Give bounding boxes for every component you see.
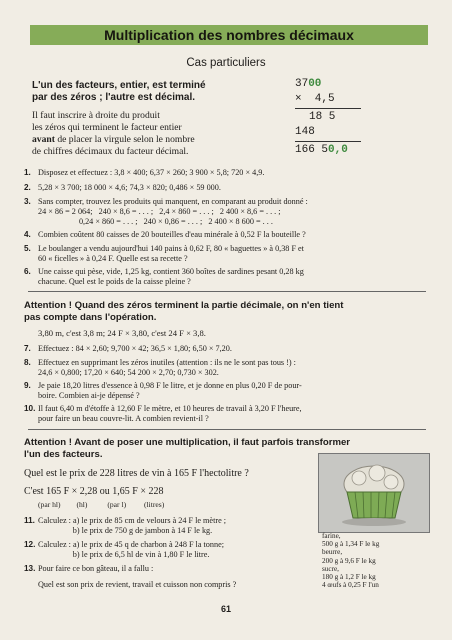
recipe-line: 180 g à 1,2 F le kg — [322, 573, 376, 582]
section-divider — [28, 291, 426, 292]
factor-1-digits: 37 — [295, 78, 309, 90]
exercise-number: 6. — [24, 267, 31, 276]
exercise-number: 11. — [24, 516, 35, 525]
exercise-text: Effectuez : 84 × 2,60; 9,700 × 42; 36,5 × 1,80; 6,50 × 7,20. — [38, 344, 232, 353]
exercise-text: 5,28 × 3 700; 18 000 × 4,6; 74,3 × 820; 0,486 × 59 000. — [38, 183, 221, 192]
title-banner — [30, 25, 428, 45]
exercise-number: 1. — [24, 168, 31, 177]
attention-line: pas compte dans l'opération. — [24, 312, 157, 323]
exercise-text: 24,6 × 0,800; 17,20 × 640; 54 200 × 2,70; 0,730 × 302. — [38, 368, 219, 377]
product-zeros: 0,0 — [328, 144, 348, 156]
attention-line: l'un des facteurs. — [24, 449, 103, 460]
rule-body-line: Il faut inscrire à droite du produit — [32, 110, 160, 121]
exercise-text: Combien coûtent 80 caisses de 20 bouteilles d'eau minérale à 0,52 F la bouteille ? — [38, 230, 306, 239]
cake-plate — [342, 518, 406, 526]
exercise-text: Quel est son prix de revient, travail et cuisson non compris ? — [38, 580, 237, 589]
rule-body-line: de chiffres décimaux du facteur décimal. — [32, 146, 189, 157]
example-answer: C'est 165 F × 2,28 ou 1,65 F × 228 — [24, 486, 164, 497]
exercise-text: pour faire un beau couvre-lit. A combien revient-il ? — [38, 414, 209, 423]
recipe-list — [322, 532, 430, 589]
rule-heading-1 — [32, 80, 206, 104]
mult-rule — [295, 141, 361, 142]
attention-line: Attention ! Avant de poser une multiplication, il faut parfois transformer — [24, 437, 351, 448]
exercise-number: 2. — [24, 183, 31, 192]
recipe-line: farine, — [322, 532, 341, 540]
unit-label: (hl) — [76, 500, 88, 509]
exercise-text: 60 « ficelles » à 0,24 F. Quelle est sa recette ? — [38, 254, 188, 263]
exercise-text: Sans compter, trouvez les produits qui manquent, en comparant au produit donné : — [38, 197, 308, 206]
exercise-text: Calculez : a) le prix de 45 q de charbon à 248 F la tonne; — [38, 540, 224, 549]
section-divider — [28, 429, 426, 430]
exercise-number: 4. — [24, 230, 31, 239]
rule-body-emphasis: avant — [32, 134, 55, 145]
exercise-text: chacune. Quel est le poids de la caisse pleine ? — [38, 277, 191, 286]
exercise-text: Il faut 6,40 m d'étoffe à 12,60 F le mètre, et 10 heures de travail à 3,20 F l'heure, — [38, 404, 302, 413]
cake-crumb — [352, 471, 366, 485]
exercise-text: Calculez : a) le prix de 85 cm de velours à 24 F le mètre ; — [38, 516, 227, 525]
partial-product-2: 148 — [295, 126, 315, 138]
exercise-number: 9. — [24, 381, 31, 390]
product-digits: 166 5 — [295, 144, 329, 156]
unit-label: (par l) — [107, 500, 127, 509]
exercise-number: 3. — [24, 197, 31, 206]
partial-product-1: 18 5 — [309, 111, 336, 123]
factor-1-zeros: 00 — [308, 78, 322, 90]
page-number: 61 — [220, 604, 231, 614]
cake-illustration — [318, 453, 430, 533]
attention-example: 3,80 m, c'est 3,8 m; 24 F × 3,80, c'est 24 F × 3,8. — [38, 328, 206, 338]
unit-label: (par hl) — [38, 500, 61, 509]
exercise-text: b) le prix de 6,5 hl de vin à 1,80 F le litre. — [38, 550, 210, 559]
rule-body-line — [32, 134, 195, 146]
rule-body-1 — [32, 110, 195, 158]
exercise-number: 8. — [24, 358, 31, 367]
recipe-line: beurre, — [322, 548, 343, 557]
exercise-text: Une caisse qui pèse, vide, 1,25 kg, contient 360 boîtes de sardines pesant 0,28 kg — [38, 267, 304, 276]
exercise-text: 24 × 86 = 2 064; 240 × 8,6 = . . . ; 2,4 × 860 = . . . ; 2 400 × 8,6 = . . . ; — [38, 207, 281, 216]
exercise-text: Effectuez en supprimant les zéros inutiles (attention : ils ne le sont pas tous !) : — [38, 358, 296, 367]
exercise-text: boire. Combien ai-je dépensé ? — [38, 391, 140, 400]
rule-heading-line: par des zéros ; l'autre est décimal. — [32, 92, 195, 103]
exercise-number: 7. — [24, 344, 31, 353]
factor-2: × 4,5 — [295, 93, 335, 105]
factor-1 — [295, 78, 321, 90]
exercise-text: b) le prix de 750 g de jambon à 14 F le kg. — [38, 526, 213, 535]
product — [295, 144, 348, 156]
mult-rule — [295, 108, 361, 109]
recipe-line: 200 g à 9,6 F le kg — [322, 556, 376, 565]
exercise-group-1 — [24, 168, 434, 298]
exercise-number: 10. — [24, 404, 36, 413]
rule-body-line: les zéros qui terminent le facteur entier — [32, 122, 182, 133]
exercise-group-3 — [24, 516, 324, 596]
section-subtitle: Cas particuliers — [186, 57, 266, 69]
exercise-text: Pour faire ce bon gâteau, il a fallu : — [38, 564, 154, 573]
unit-label: (litres) — [144, 500, 165, 509]
attention-line: Attention ! Quand des zéros terminent la partie décimale, on n'en tient — [24, 300, 344, 311]
page-title: Multiplication des nombres décimaux — [104, 27, 354, 43]
exercise-group-2 — [24, 344, 434, 424]
rule-heading-line: L'un des facteurs, entier, est terminé — [32, 80, 206, 91]
exercise-number: 13. — [24, 564, 36, 573]
exercise-text: 0,24 × 860 = . . . ; 240 × 0,86 = . . . ; 2 400 × 8 600 = . . . — [38, 217, 273, 226]
exercise-text: Le boulanger a vendu aujourd'hui 140 pains à 0,62 F, 80 « baguettes » à 0,38 F et — [38, 244, 304, 253]
rule-body-text: de placer la virgule selon le nombre — [54, 134, 195, 145]
attention-heading-1 — [24, 300, 434, 324]
exercise-text: Disposez et effectuez : 3,8 × 400; 6,37 × 260; 3 900 × 5,8; 720 × 4,9. — [38, 168, 265, 177]
exercise-number: 5. — [24, 244, 31, 253]
cake-image — [319, 454, 429, 532]
cake-crumb — [384, 475, 398, 489]
example-units — [38, 500, 164, 509]
recipe-line: 4 œufs à 0,25 F l'un — [322, 581, 379, 590]
recipe-line: sucre, — [322, 564, 339, 573]
recipe-line: 500 g à 1,34 F le kg — [322, 540, 380, 549]
exercise-number: 12. — [24, 540, 36, 549]
exercise-text: Je paie 18,20 litres d'essence à 0,98 F le litre, et je donne en plus 0,20 F de pour- — [38, 381, 302, 390]
cake-crumb — [369, 465, 385, 481]
example-question: Quel est le prix de 228 litres de vin à 165 F l'hectolitre ? — [24, 468, 249, 479]
